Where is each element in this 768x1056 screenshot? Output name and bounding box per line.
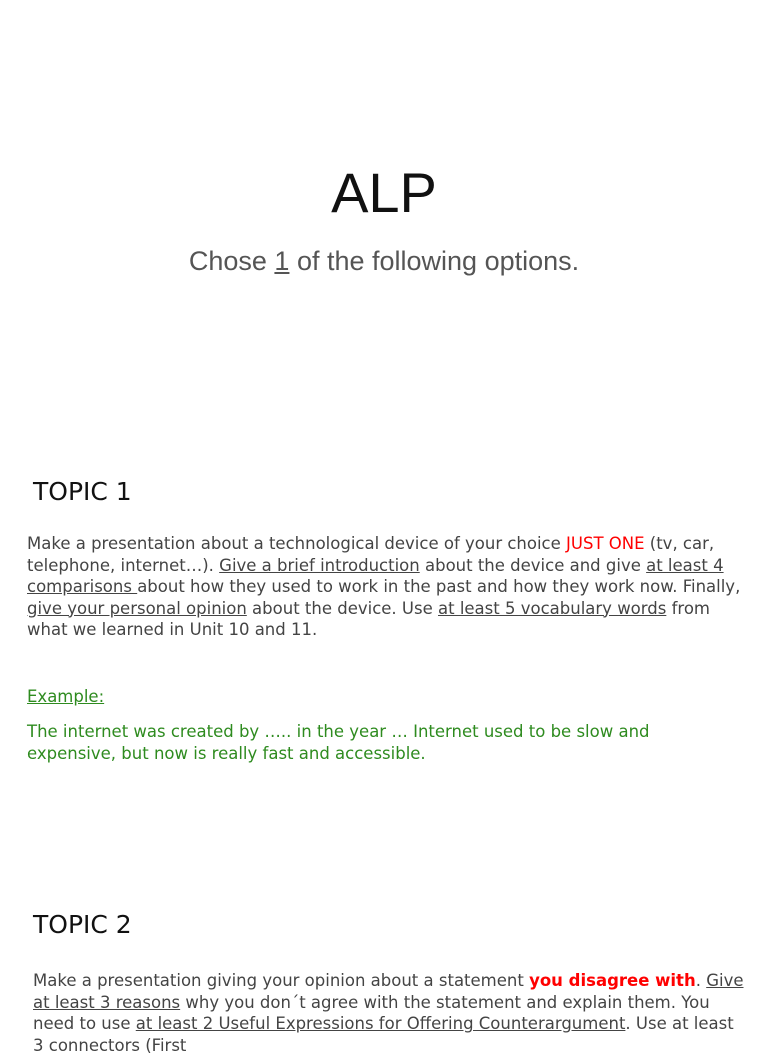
topic1-just-one: JUST ONE (566, 534, 645, 553)
topic1-text-2: (tv, car, telephone, internet…). (27, 534, 715, 575)
topic1-text-3: about the device and give (419, 555, 647, 575)
topic1-text-6: from what we learned in Unit 10 and 11. (27, 598, 710, 639)
topic2-underline-1: Give at least 3 reasons (33, 971, 744, 1012)
topic1-example-label: Example: (27, 687, 105, 706)
topic1-text-1: Make a presentation about a technological device of your choice (27, 534, 567, 553)
topic1-heading: TOPIC 1 (33, 477, 132, 506)
topic1-underline-3: give your personal opinion (27, 598, 247, 618)
subtitle-before: Chose (188, 246, 275, 276)
topic2-text-4: . Use at least 3 connectors (First (33, 1014, 734, 1055)
topic1-text-4: about how they used to work in the past and how they work now. Finally, (137, 577, 741, 596)
topic1-underline-2: at least 4 comparisons (27, 555, 724, 596)
topic2-text-3: why you don´t agree with the statement and explain them. You need to use (33, 992, 710, 1033)
subtitle-after: of the following options. (289, 246, 580, 276)
topic2-disagree: you disagree with (529, 971, 696, 990)
topic2-body (33, 970, 748, 1056)
page-title: ALP (331, 161, 437, 224)
topic2-text-1: Make a presentation giving your opinion about a statement (33, 971, 530, 990)
topic1-body (27, 533, 747, 641)
page-subtitle (0, 246, 768, 277)
topic1-underline-4: at least 5 vocabulary words (438, 598, 667, 618)
topic2-underline-2: at least 2 Useful Expressions for Offering Counterargument (135, 1014, 626, 1033)
topic1-example-text: The internet was created by ….. in the year … Internet used to be slow and expensive, but now is really fast and accessible. (27, 722, 650, 763)
subtitle-number: 1 (274, 246, 290, 276)
topic1-underline-1: Give a brief introduction (219, 555, 420, 575)
topic1-text-5: about the device. Use (246, 598, 438, 618)
topic2-text-2: . (695, 971, 707, 990)
topic2-heading: TOPIC 2 (33, 910, 132, 939)
